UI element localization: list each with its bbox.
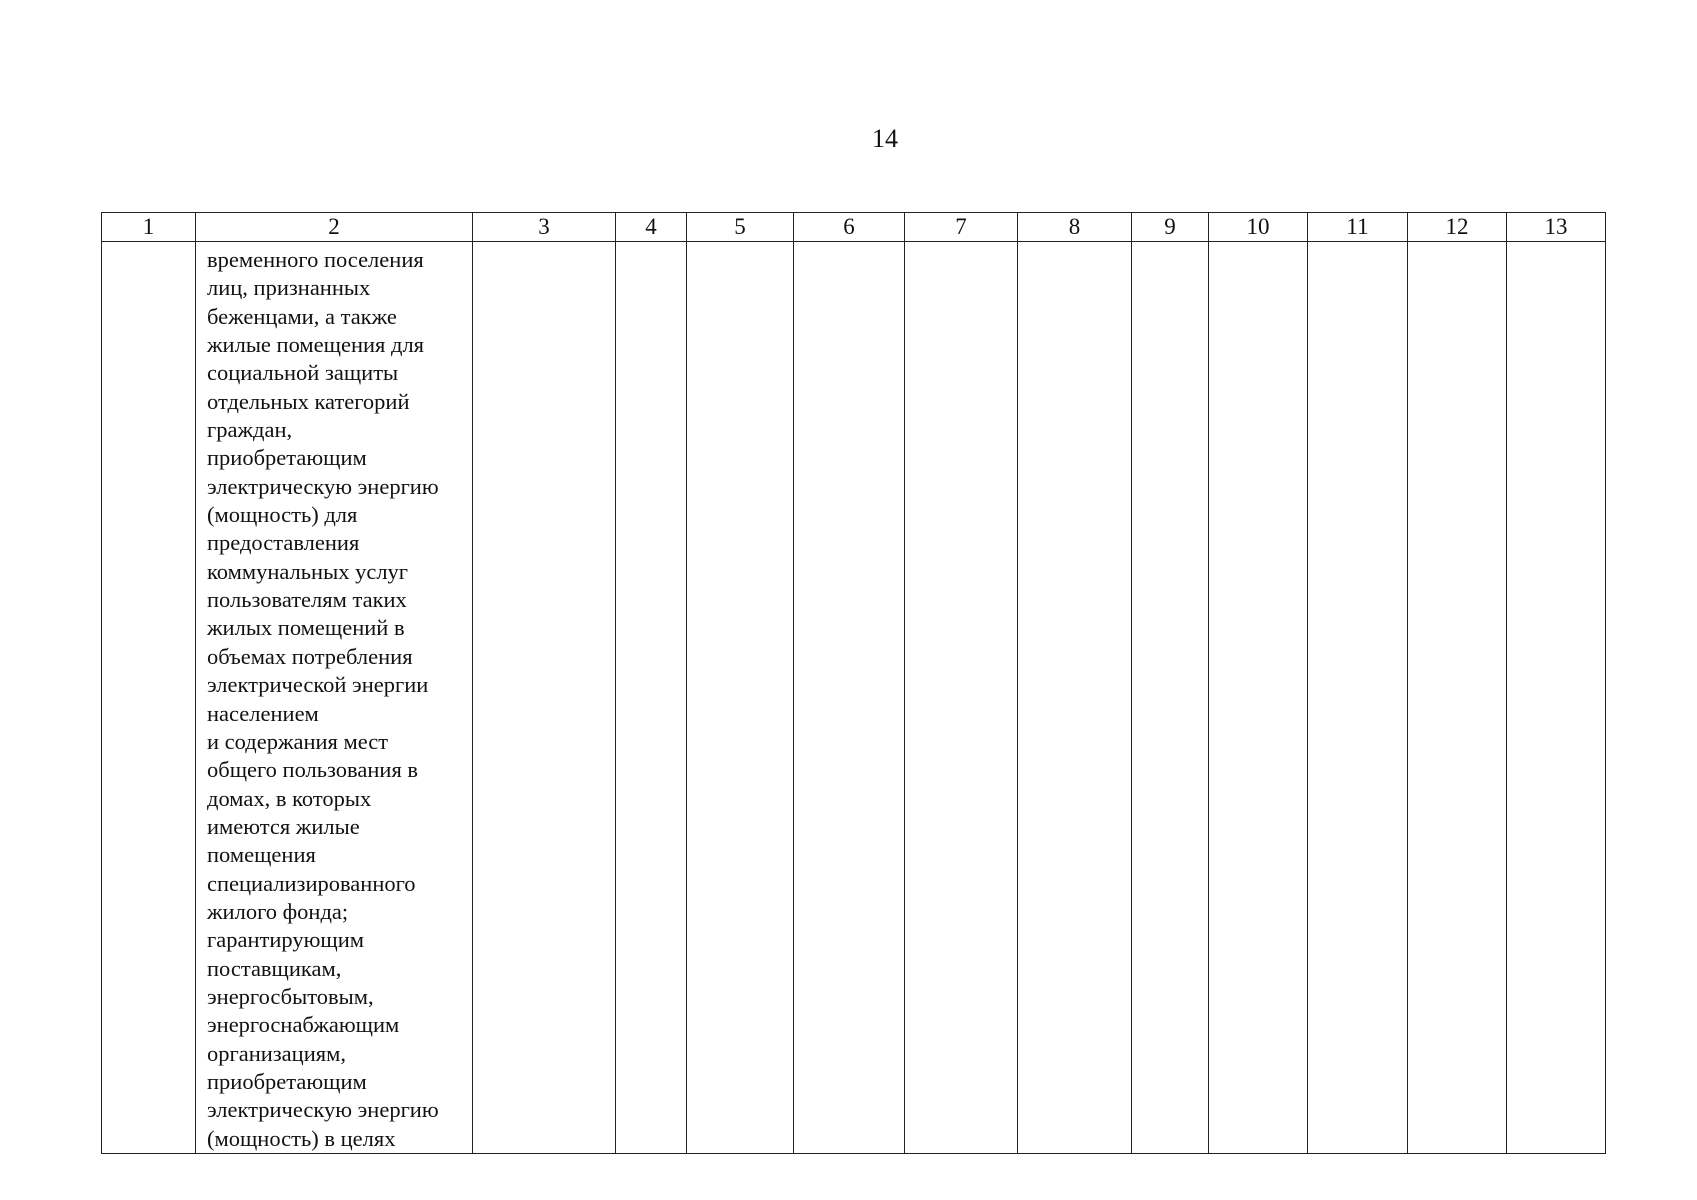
text-line: (мощность) для [207,502,358,528]
column-header-10: 10 [1209,213,1308,242]
text-line: пользователям таких [207,587,407,613]
tariff-table [101,212,1606,1154]
column-header-7: 7 [905,213,1018,242]
table-cell-col10 [1209,242,1308,1154]
header-row [102,213,1606,242]
text-line: социальной защиты [207,360,399,386]
text-line: энергосбытовым, [207,983,374,1009]
text-line: жилые помещения для [207,332,425,358]
table-cell-col8 [1018,242,1132,1154]
column-header-2: 2 [196,213,473,242]
table-cell-col4 [616,242,687,1154]
table-cell-col6 [794,242,905,1154]
text-line: (мощность) в целях [207,1125,396,1151]
text-line: временного поселения [207,247,424,272]
table-cell-col7 [905,242,1018,1154]
column-header-8: 8 [1018,213,1132,242]
text-line: приобретающим [207,445,367,471]
text-line: электрическую энергию [207,473,439,499]
table-cell-col5 [687,242,794,1154]
column-header-6: 6 [794,213,905,242]
text-line: жилого фонда; [207,898,349,924]
column-header-1: 1 [102,213,196,242]
column-header-13: 13 [1507,213,1606,242]
text-line: населением [207,700,319,726]
text-line: специализированного [207,870,416,896]
text-line: общего пользования в [207,757,419,783]
column-header-5: 5 [687,213,794,242]
table-cell-col3 [473,242,616,1154]
page-number: 14 [872,124,898,153]
table-cell-col11 [1308,242,1408,1154]
column-header-12: 12 [1408,213,1507,242]
text-line: объемах потребления [207,643,413,669]
text-line: приобретающим [207,1068,367,1094]
text-line: электрической энергии [207,672,429,698]
column-header-11: 11 [1308,213,1408,242]
text-line: и содержания мест [207,728,389,754]
table-row [102,242,1606,1154]
column-header-3: 3 [473,213,616,242]
column-header-9: 9 [1132,213,1209,242]
text-line: коммунальных услуг [207,558,409,584]
text-line: электрическую энергию [207,1097,439,1123]
table-cell-col12 [1408,242,1507,1154]
text-line: предоставления [207,530,360,556]
text-line: энергоснабжающим [207,1012,400,1038]
text-line: домах, в которых [207,785,372,811]
text-line: отдельных категорий [207,388,410,414]
text-line: помещения [207,842,316,868]
text-line: поставщикам, [207,955,342,981]
consumer-category-text [196,242,472,1153]
text-line: гарантирующим [207,927,364,953]
table-cell-col13 [1507,242,1606,1154]
text-line: жилых помещений в [207,615,405,641]
text-line: имеются жилые [207,813,360,839]
text-line: граждан, [207,417,293,443]
text-line: лиц, признанных [207,275,371,301]
column-header-4: 4 [616,213,687,242]
text-line: беженцами, а также [207,303,397,329]
table-cell-col1 [102,242,196,1154]
table-cell-col2 [196,242,473,1154]
text-line: организациям, [207,1040,346,1066]
table-cell-col9 [1132,242,1209,1154]
